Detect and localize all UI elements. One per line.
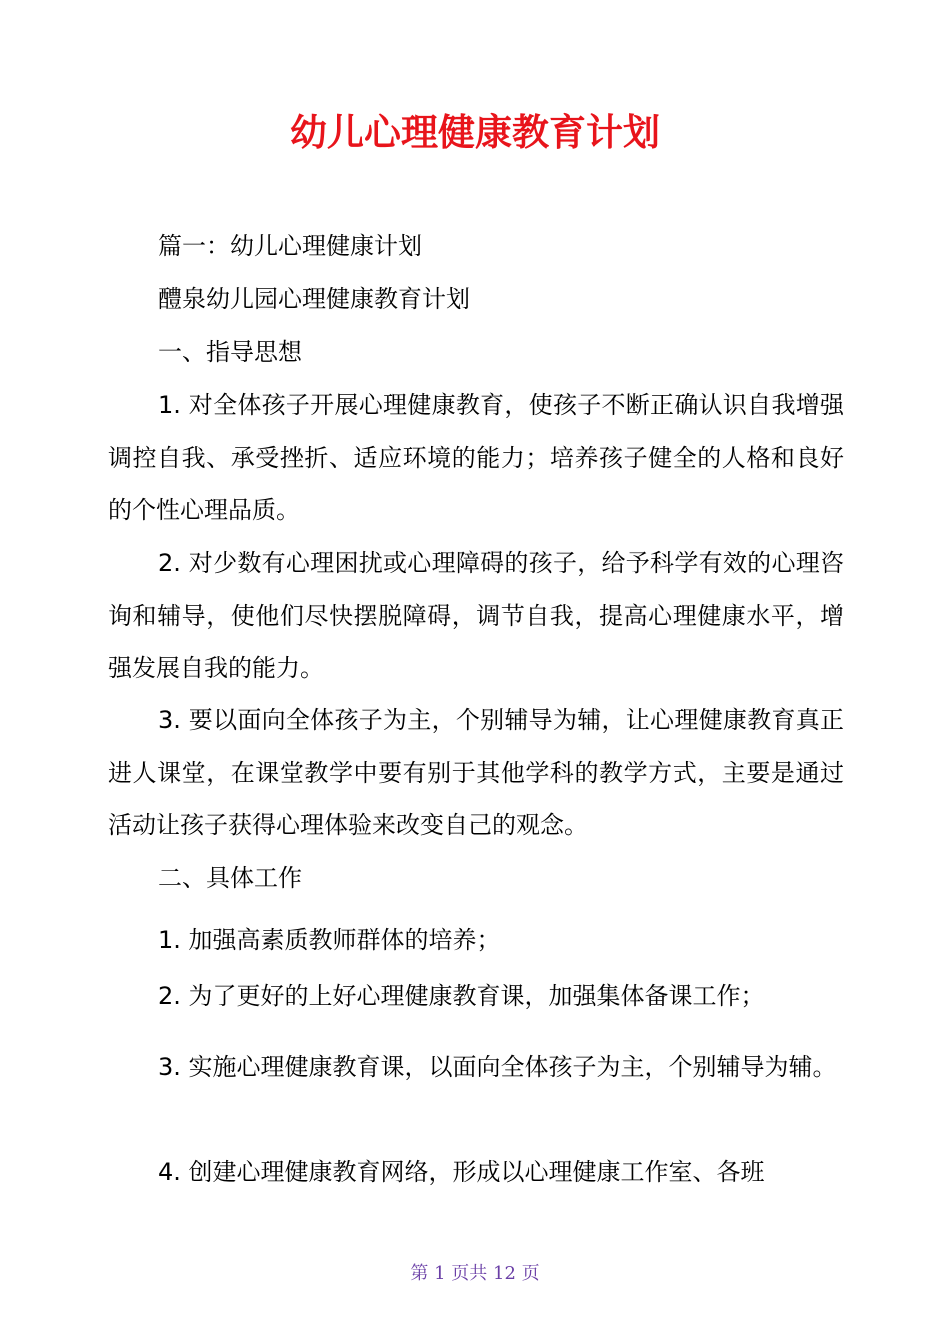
page-number-footer: 第 1 页共 12 页 [410, 1263, 540, 1284]
section-heading-specific-work: 二、具体工作 [158, 864, 302, 892]
work-item-2: 2. 为了更好的上好心理健康教育课，加强集体备课工作； [158, 982, 765, 1010]
work-item-3: 3. 实施心理健康教育课，以面向全体孩子为主，个别辅导为辅。 [158, 1053, 837, 1081]
section-heading-part-one: 篇一：幼儿心理健康计划 [158, 232, 422, 260]
paragraph-item-2: 2. 对少数有心理困扰或心理障碍的孩子，给予科学有效的心理咨询和辅导，使他们尽快摆脱障碍，调节自我，提高心理健康水平，增强发展自我的能力。 [108, 549, 844, 682]
paragraph-item-1: 1. 对全体孩子开展心理健康教育，使孩子不断正确认识自我增强调控自我、承受挫折、适应环境的能力；培养孩子健全的人格和良好的个性心理品质。 [108, 391, 844, 524]
document-title: 幼儿心理健康教育计划 [290, 111, 660, 154]
section-heading-guiding-ideology: 一、指导思想 [158, 338, 302, 366]
document-subtitle: 醴泉幼儿园心理健康教育计划 [158, 285, 470, 313]
work-item-1: 1. 加强高素质教师群体的培养； [158, 926, 501, 954]
work-item-4: 4. 创建心理健康教育网络，形成以心理健康工作室、各班 [158, 1158, 765, 1186]
paragraph-item-3: 3. 要以面向全体孩子为主，个别辅导为辅，让心理健康教育真正进人课堂，在课堂教学中要有别于其他学科的教学方式，主要是通过活动让孩子获得心理体验来改变自己的观念。 [108, 706, 844, 839]
